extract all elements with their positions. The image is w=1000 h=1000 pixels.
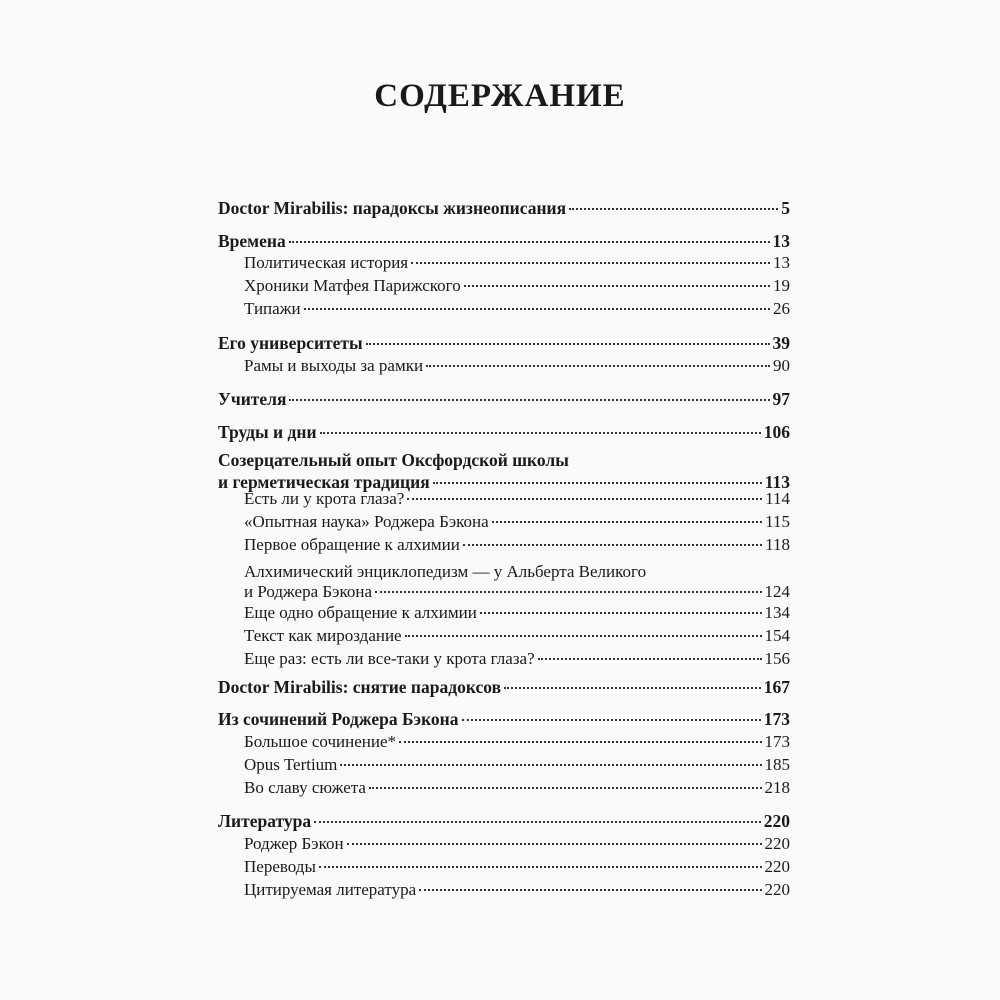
toc-entry-title: Времена <box>218 231 286 251</box>
toc-entry-title: Есть ли у крота глаза? <box>244 489 405 508</box>
dot-leader <box>492 521 762 523</box>
toc-entry-title: Роджер Бэкон <box>244 834 344 853</box>
dot-leader <box>304 308 770 310</box>
dot-leader <box>569 208 778 210</box>
toc-section-entry <box>218 196 790 220</box>
toc-entry-title: Типажи <box>244 299 301 318</box>
dot-leader <box>407 498 762 500</box>
toc-page-number: 173 <box>763 709 790 729</box>
dot-leader <box>289 399 769 401</box>
toc-subsection-entry <box>244 601 790 625</box>
toc-entry-title: Большое сочинение* <box>244 732 397 751</box>
toc-page-number: 220 <box>764 857 790 876</box>
toc-subsection-entry <box>244 297 790 321</box>
toc-section-entry <box>218 448 790 472</box>
toc-page-number: 5 <box>781 198 790 218</box>
toc-section-entry <box>218 809 790 833</box>
toc-entry-title: Политическая история <box>244 253 409 272</box>
toc-entry-title: Труды и дни <box>218 422 317 442</box>
toc-entry-title: Рамы и выходы за рамки <box>244 356 424 375</box>
toc-entry-title: Переводы <box>244 857 316 876</box>
toc-subsection-entry <box>244 730 790 754</box>
dot-leader <box>464 285 770 287</box>
toc-entry-title: Алхимический энциклопедизм — у Альберта Великого <box>244 562 647 581</box>
dot-leader <box>320 432 761 434</box>
dot-leader <box>538 658 762 660</box>
toc-entry-title: Во славу сюжета <box>244 778 366 797</box>
toc-page-number: 13 <box>772 231 790 251</box>
toc-page-number: 173 <box>764 732 790 751</box>
toc-subsection-entry <box>244 647 790 671</box>
toc-entry-title: Текст как мироздание <box>244 626 402 645</box>
toc-entry-title: Его университеты <box>218 333 363 353</box>
toc-page-number: 97 <box>772 389 790 409</box>
toc-page-number: 118 <box>765 535 790 554</box>
toc-subsection-entry <box>244 274 790 298</box>
toc-section-entry <box>218 387 790 411</box>
dot-leader <box>433 482 762 484</box>
dot-leader <box>462 719 761 721</box>
toc-entry-title: Doctor Mirabilis: парадоксы жизнеописания <box>218 198 567 218</box>
toc-entry-title: Еще раз: есть ли все-таки у крота глаза? <box>244 649 535 668</box>
toc-page-number: 154 <box>764 626 790 645</box>
toc-page-number: 19 <box>773 276 790 295</box>
toc-page-number: 220 <box>763 811 790 831</box>
dot-leader <box>340 764 761 766</box>
toc-section-entry <box>218 331 790 355</box>
toc-subsection-entry <box>244 624 790 648</box>
toc-entry-title: Из сочинений Роджера Бэкона <box>218 709 459 729</box>
toc-page-number: 185 <box>764 755 790 774</box>
dot-leader <box>480 612 762 614</box>
toc-page-number: 218 <box>764 778 790 797</box>
dot-leader <box>399 741 761 743</box>
toc-subsection-entry <box>244 251 790 275</box>
toc-section-entry <box>218 229 790 253</box>
toc-subsection-entry <box>244 510 790 534</box>
toc-entry-title: Opus Tertium <box>244 755 338 774</box>
dot-leader <box>411 262 770 264</box>
dot-leader <box>463 544 762 546</box>
toc-subsection-entry <box>244 832 790 856</box>
toc-page-number: 220 <box>764 834 790 853</box>
page-title: СОДЕРЖАНИЕ <box>374 78 626 114</box>
toc-section-entry <box>218 707 790 731</box>
table-of-contents <box>218 0 790 1000</box>
toc-entry-title: Учителя <box>218 389 287 409</box>
toc-entry-title: и Роджера Бэкона <box>244 582 372 601</box>
toc-page-number: 115 <box>765 512 790 531</box>
toc-page-number: 26 <box>773 299 790 318</box>
dot-leader <box>405 635 762 637</box>
toc-page-number: 39 <box>772 333 790 353</box>
toc-page-number: 134 <box>764 603 790 622</box>
toc-entry-title: Еще одно обращение к алхимии <box>244 603 477 622</box>
toc-entry-title: Doctor Mirabilis: снятие парадоксов <box>218 677 502 697</box>
toc-page-number: 13 <box>773 253 790 272</box>
toc-entry-title: «Опытная наука» Роджера Бэкона <box>244 512 489 531</box>
toc-page-number: 106 <box>763 422 790 442</box>
toc-page-number: 124 <box>764 582 790 601</box>
toc-subsection-entry <box>244 487 790 511</box>
toc-subsection-entry <box>244 533 790 557</box>
dot-leader <box>375 591 762 593</box>
toc-subsection-entry <box>244 878 790 902</box>
toc-entry-title: и герметическая традиция <box>218 472 430 492</box>
toc-page-number: 114 <box>765 489 790 508</box>
toc-entry-title: Созерцательный опыт Оксфордской школы <box>218 450 569 470</box>
toc-entry-title: Первое обращение к алхимии <box>244 535 460 554</box>
dot-leader <box>347 843 762 845</box>
toc-page-number: 220 <box>764 880 790 899</box>
dot-leader <box>366 343 770 345</box>
toc-page-number: 113 <box>764 472 790 492</box>
toc-page-number: 156 <box>764 649 790 668</box>
dot-leader <box>504 687 761 689</box>
toc-entry-title: Литература <box>218 811 312 831</box>
dot-leader <box>289 241 770 243</box>
toc-entry-title: Хроники Матфея Парижского <box>244 276 461 295</box>
toc-page-number: 90 <box>773 356 790 375</box>
toc-entry-title: Цитируемая литература <box>244 880 417 899</box>
dot-leader <box>419 889 761 891</box>
dot-leader <box>314 821 761 823</box>
toc-section-entry <box>218 420 790 444</box>
dot-leader <box>426 365 770 367</box>
toc-subsection-entry <box>244 753 790 777</box>
toc-subsection-entry <box>244 354 790 378</box>
toc-section-entry <box>218 675 790 699</box>
toc-page-number: 167 <box>763 677 790 697</box>
dot-leader <box>369 787 762 789</box>
dot-leader <box>319 866 762 868</box>
toc-subsection-entry <box>244 776 790 800</box>
toc-subsection-entry <box>244 855 790 879</box>
